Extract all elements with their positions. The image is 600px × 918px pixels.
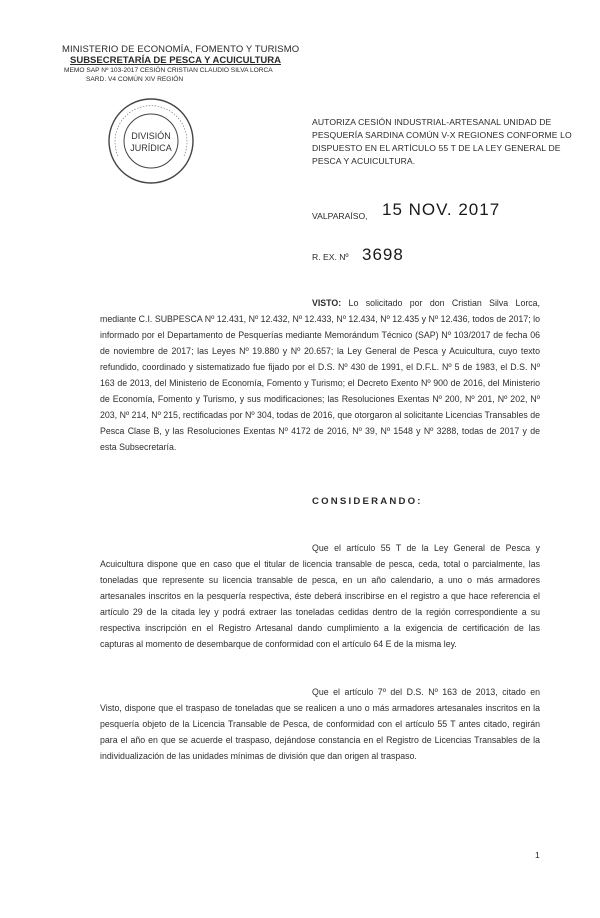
date-stamp: 15 NOV. 2017	[382, 200, 501, 219]
resolution-summary: AUTORIZA CESIÓN INDUSTRIAL-ARTESANAL UNIDAD DE PESQUERÍA SARDINA COMÚN V-X REGIONES CONFORME LO DISPUESTO EN EL ARTÍCULO 55 T DE LA LEY GENERAL DE PESCA Y ACUICULTURA.	[312, 117, 572, 166]
date-line	[312, 200, 572, 224]
ministry-name: MINISTERIO DE ECONOMÍA, FOMENTO Y TURISMO	[62, 44, 300, 55]
stamp-line-1: DIVISIÓN	[131, 131, 171, 141]
considerando-paragraph: Que el artículo 55 T de la Ley General de Pesca y Acuicultura dispone que en caso que el titular de licencia transable de pesca, ceda, total o parcialmente, las toneladas que represente su licencia transable de pesca, en un año calendario, a uno o más armadores artesanales inscritos en la pesquería respectiva, éste deberá inscribirse en el registro a que hace referencia el artículo 29 de la citada ley y podrá extraer las toneladas cedidas dentro de la región correspondiente a su respectiva inscripción en el Registro Artesanal dando cumplimiento a la exigencia de certificación de las capturas al momento de desembarque de conformidad con el artículo 64 E de la misma ley.	[100, 543, 540, 649]
resolution-number: 3698	[362, 245, 404, 264]
visto-label: VISTO:	[312, 298, 342, 308]
stamp-line-2: JURÍDICA	[130, 143, 172, 153]
page-number: 1	[535, 850, 540, 860]
division-juridica-stamp	[106, 96, 196, 186]
considerando-paragraph: Que el artículo 7º del D.S. Nº 163 de 2013, citado en Visto, dispone que el traspaso de toneladas que se realicen a uno o más armadores artesanales inscritos en la pesquería objeto de la Licencia Transable de Pesca, de conformidad con el artículo 55 T antes citado, regirán para el año en que se acuerde el traspaso, dejándose constancia en el Registro de Licencias Transables de la individualización de las unidades mínimas de división que dan origen al traspaso.	[100, 687, 540, 761]
resolution-label: R. EX. Nº	[312, 252, 349, 262]
considerando-heading: CONSIDERANDO:	[312, 496, 423, 507]
reference-line-2: SARD. V4 COMÚN XIV REGIÓN	[86, 76, 184, 83]
reference-line: MEMO SAP Nº 103-2017 CESIÓN CRISTIAN CLAUDIO SILVA LORCA	[64, 67, 273, 74]
resolution-number-line	[312, 245, 512, 267]
visto-paragraph	[100, 295, 540, 455]
undersecretariat-name: SUBSECRETARÍA DE PESCA Y ACUICULTURA	[70, 55, 281, 66]
date-place: VALPARAÍSO,	[312, 211, 368, 221]
letterhead	[62, 44, 302, 84]
visto-text: Lo solicitado por don Cristian Silva Lorca, mediante C.I. SUBPESCA Nº 12.431, Nº 12.432, Nº 12.433, Nº 12.434, Nº 12.435 y Nº 12.436, todos de 2017; lo informado por el Departamento de Pesquerías mediante Memorándum Técnico (SAP) Nº 103/2017 de fecha 06 de noviembre de 2017; las Leyes Nº 19.880 y Nº 20.657; la Ley General de Pesca y Acuicultura, cuyo texto refundido, coordinado y sistematizado fue fijado por el D.S. Nº 430 de 1991, el D.F.L. Nº 5 de 1983, el D.S. Nº 163 de 2013, del Ministerio de Economía, Fomento y Turismo; el Decreto Exento Nº 900 de 2016, del Ministerio de Economía, Fomento y Turismo, y sus modificaciones; las Resoluciones Exentas Nº 200, Nº 201, Nº 202, Nº 203, Nº 214, Nº 215, rectificadas por Nº 304, todas de 2016, que otorgaron al solicitante Licencias Transables de Pesca Clase B, y las Resoluciones Exentas Nº 4172 de 2016, Nº 39, Nº 1548 y Nº 3288, todas de 2017 y de esta Subsecretaría.	[100, 298, 540, 452]
